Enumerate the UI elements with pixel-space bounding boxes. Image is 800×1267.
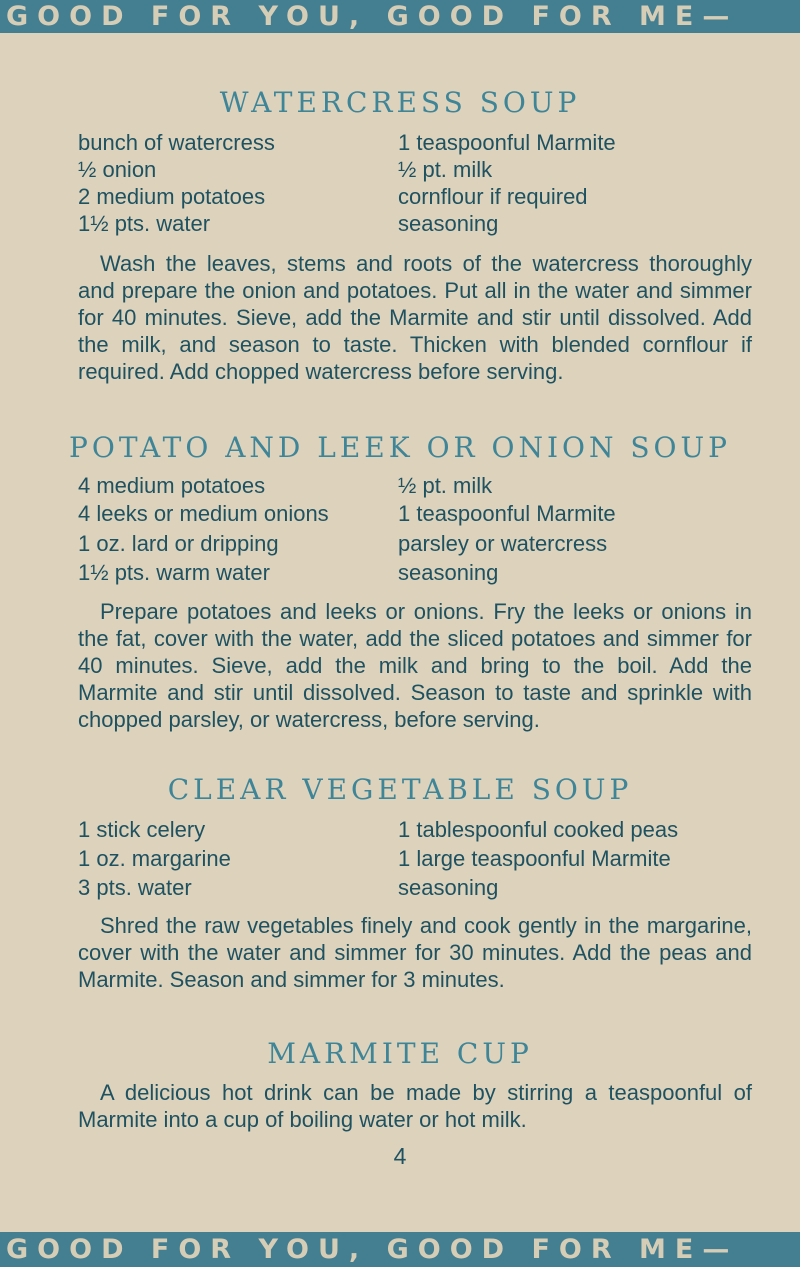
bottom-banner: GOOD FOR YOU, GOOD FOR ME— — [0, 1232, 800, 1267]
ingredient: 1 oz. lard or dripping — [78, 531, 279, 556]
ingredient: 2 medium potatoes — [78, 184, 266, 209]
ingredient: 1 large teaspoonful Marmite — [398, 846, 671, 871]
section-title-marmite-cup: MARMITE CUP — [267, 1037, 533, 1070]
method-text: Prepare potatoes and leeks or onions. Fry the leeks or onions in the fat, cover with the water, add the sliced potatoes and simmer for 40 minutes. Sieve, add the milk and bring to the boil. Add the Marmite and stir until dissolved. Season to taste and sprinkle with chopped parsley, or watercress, before serving. — [78, 599, 752, 732]
method-paragraph — [78, 598, 752, 733]
ingredient: seasoning — [398, 211, 499, 236]
ingredient: 1 stick celery — [78, 817, 206, 842]
method-text: A delicious hot drink can be made by stirring a teaspoonful of Marmite into a cup of boiling water or hot milk. — [78, 1080, 752, 1132]
ingredient: parsley or watercress — [398, 531, 608, 556]
ingredient: 1 tablespoonful cooked peas — [398, 817, 679, 842]
page-number: 4 — [393, 1143, 407, 1169]
method-paragraph — [78, 250, 752, 385]
ingredient: 1 oz. margarine — [78, 846, 231, 871]
ingredient: 1 teaspoonful Marmite — [398, 130, 616, 155]
ingredient: ½ pt. milk — [398, 473, 493, 498]
method-text: Shred the raw vegetables finely and cook gently in the margarine, cover with the water and simmer for 30 minutes. Add the peas and Marmite. Season and simmer for 3 minutes. — [78, 913, 752, 992]
ingredient: 4 leeks or medium onions — [78, 501, 329, 526]
method-paragraph — [78, 912, 752, 993]
ingredient: cornflour if required — [398, 184, 588, 209]
ingredient: 1 teaspoonful Marmite — [398, 501, 616, 526]
section-title-clear-vegetable-soup: CLEAR VEGETABLE SOUP — [167, 773, 633, 806]
ingredient: ½ onion — [78, 157, 157, 182]
ingredient: bunch of watercress — [78, 130, 275, 155]
ingredient: seasoning — [398, 560, 499, 585]
top-banner: GOOD FOR YOU, GOOD FOR ME— — [0, 0, 800, 33]
ingredient: seasoning — [398, 875, 499, 900]
ingredient: 3 pts. water — [78, 875, 192, 900]
ingredient: 1½ pts. warm water — [78, 560, 270, 585]
section-title-potato-leek-soup: POTATO AND LEEK OR ONION SOUP — [69, 431, 731, 464]
ingredient: 1½ pts. water — [78, 211, 211, 236]
section-title-watercress-soup: WATERCRESS SOUP — [219, 86, 581, 119]
method-paragraph — [78, 1079, 752, 1133]
method-text: Wash the leaves, stems and roots of the watercress thoroughly and prepare the onion and potatoes. Put all in the water and simmer for 40 minutes. Sieve, add the Marmite and stir until dissolved. Add the milk, and season to taste. Thicken with blended cornflour if required. Add chopped watercress before serving. — [78, 251, 752, 384]
ingredient: ½ pt. milk — [398, 157, 493, 182]
ingredient: 4 medium potatoes — [78, 473, 266, 498]
